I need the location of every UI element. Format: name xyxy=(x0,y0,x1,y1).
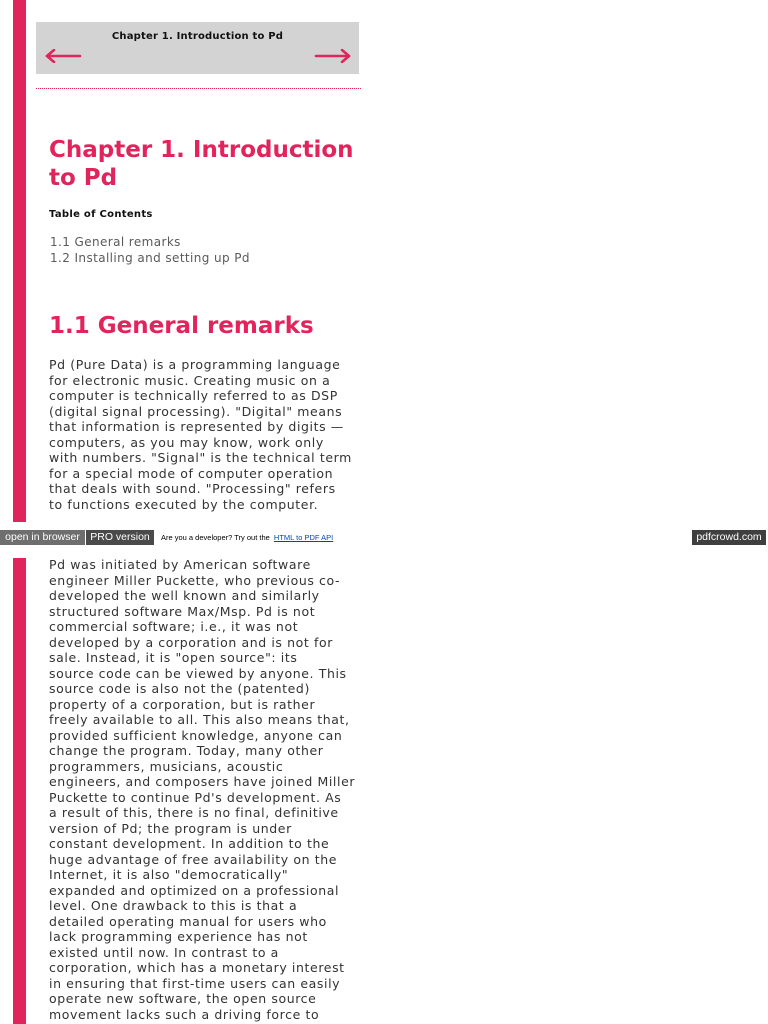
pdfcrowd-bar xyxy=(0,530,768,545)
text-line: sale. Instead, it is "open source": its xyxy=(49,650,298,665)
text-line: commercial software; i.e., it was not xyxy=(49,619,299,634)
text-line: computer is technically referred to as DSP xyxy=(49,388,338,403)
text-line: existed until now. In contrast to a xyxy=(49,944,279,960)
text-line: lack programming experience has not xyxy=(49,929,308,944)
text-line: structured software Max/Msp. Pd is not xyxy=(49,603,316,619)
text-line: (digital signal processing). "Digital" means xyxy=(49,403,343,419)
text-line: for electronic music. Creating music on a xyxy=(49,372,331,388)
left-arrow-icon[interactable] xyxy=(44,49,82,63)
pro-version-button[interactable]: PRO version xyxy=(86,530,154,545)
text-line: constant development. In addition to the xyxy=(49,836,330,851)
paragraph xyxy=(49,557,355,1022)
text-line: provided sufficient knowledge, anyone can xyxy=(49,727,343,743)
text-line: Internet, it is also "democratically" xyxy=(49,867,289,882)
page-accent-bar xyxy=(13,0,26,522)
nav-title: Chapter 1. Introduction to Pd xyxy=(111,31,284,42)
right-arrow-icon[interactable] xyxy=(314,49,352,63)
text-line: programmers, musicians, acoustic xyxy=(49,758,284,774)
developer-prompt-text: Are you a developer? Try out the xyxy=(161,533,270,542)
toc-link-general-remarks[interactable]: 1.1 General remarks xyxy=(50,235,181,249)
text-line: source code can be viewed by anyone. This xyxy=(49,665,347,681)
text-line: detailed operating manual for users who xyxy=(49,913,327,929)
text-line: freely available to all. This also means that, xyxy=(49,712,350,727)
developer-prompt xyxy=(161,530,333,545)
text-line: corporation, which has a monetary interest xyxy=(49,960,345,975)
text-line: Puckette to continue Pd's development. As xyxy=(49,789,342,805)
text-line: computers, as you may know, work only xyxy=(49,434,324,450)
chapter-title: Chapter 1. Introduction to Pd xyxy=(49,137,354,191)
table-of-contents xyxy=(50,234,250,266)
text-line: for a special mode of computer operation xyxy=(49,465,334,481)
text-line: expanded and optimized on a professional xyxy=(49,882,340,898)
text-line: movement lacks such a driving force to xyxy=(49,1006,320,1022)
text-line: developed by a corporation and is not for xyxy=(49,634,333,650)
text-line: Pd (Pure Data) is a programming language xyxy=(49,357,341,372)
text-line: property of a corporation, but is rather xyxy=(49,696,316,712)
toc-link-installing[interactable]: 1.2 Installing and setting up Pd xyxy=(50,251,250,265)
text-line: to functions executed by the computer. xyxy=(49,496,319,512)
text-line: source code is also not the (patented) xyxy=(49,681,310,696)
text-line: developed the well known and similarly xyxy=(49,588,320,603)
text-line: engineers, and composers have joined Miller xyxy=(49,774,356,789)
text-line: in ensuring that first-time users can easily xyxy=(49,975,341,991)
header-divider xyxy=(36,88,361,89)
text-line: a result of this, there is no final, definitive xyxy=(49,805,339,820)
chapter-navigation xyxy=(36,22,359,74)
toc-heading: Table of Contents xyxy=(49,209,153,220)
text-line: level. One drawback to this is that a xyxy=(49,898,298,913)
text-line: engineer Miller Puckette, who previous co- xyxy=(49,572,341,588)
text-line: change the program. Today, many other xyxy=(49,743,324,758)
paragraph xyxy=(49,357,352,512)
text-line: that deals with sound. "Processing" refers xyxy=(49,481,336,496)
pdfcrowd-site-link[interactable]: pdfcrowd.com xyxy=(692,530,766,545)
html-to-pdf-api-link[interactable]: HTML to PDF API xyxy=(273,533,334,542)
open-in-browser-button[interactable]: open in browser xyxy=(0,530,85,545)
text-line: with numbers. "Signal" is the technical term xyxy=(49,450,352,465)
text-line: version of Pd; the program is under xyxy=(49,820,292,836)
text-line: huge advantage of free availability on the xyxy=(49,851,338,867)
section-title: 1.1 General remarks xyxy=(49,313,314,339)
text-line: Pd was initiated by American software xyxy=(49,557,311,572)
page-accent-bar xyxy=(13,558,26,1024)
text-line: that information is represented by digits — xyxy=(49,419,344,434)
text-line: operate new software, the open source xyxy=(49,991,317,1006)
